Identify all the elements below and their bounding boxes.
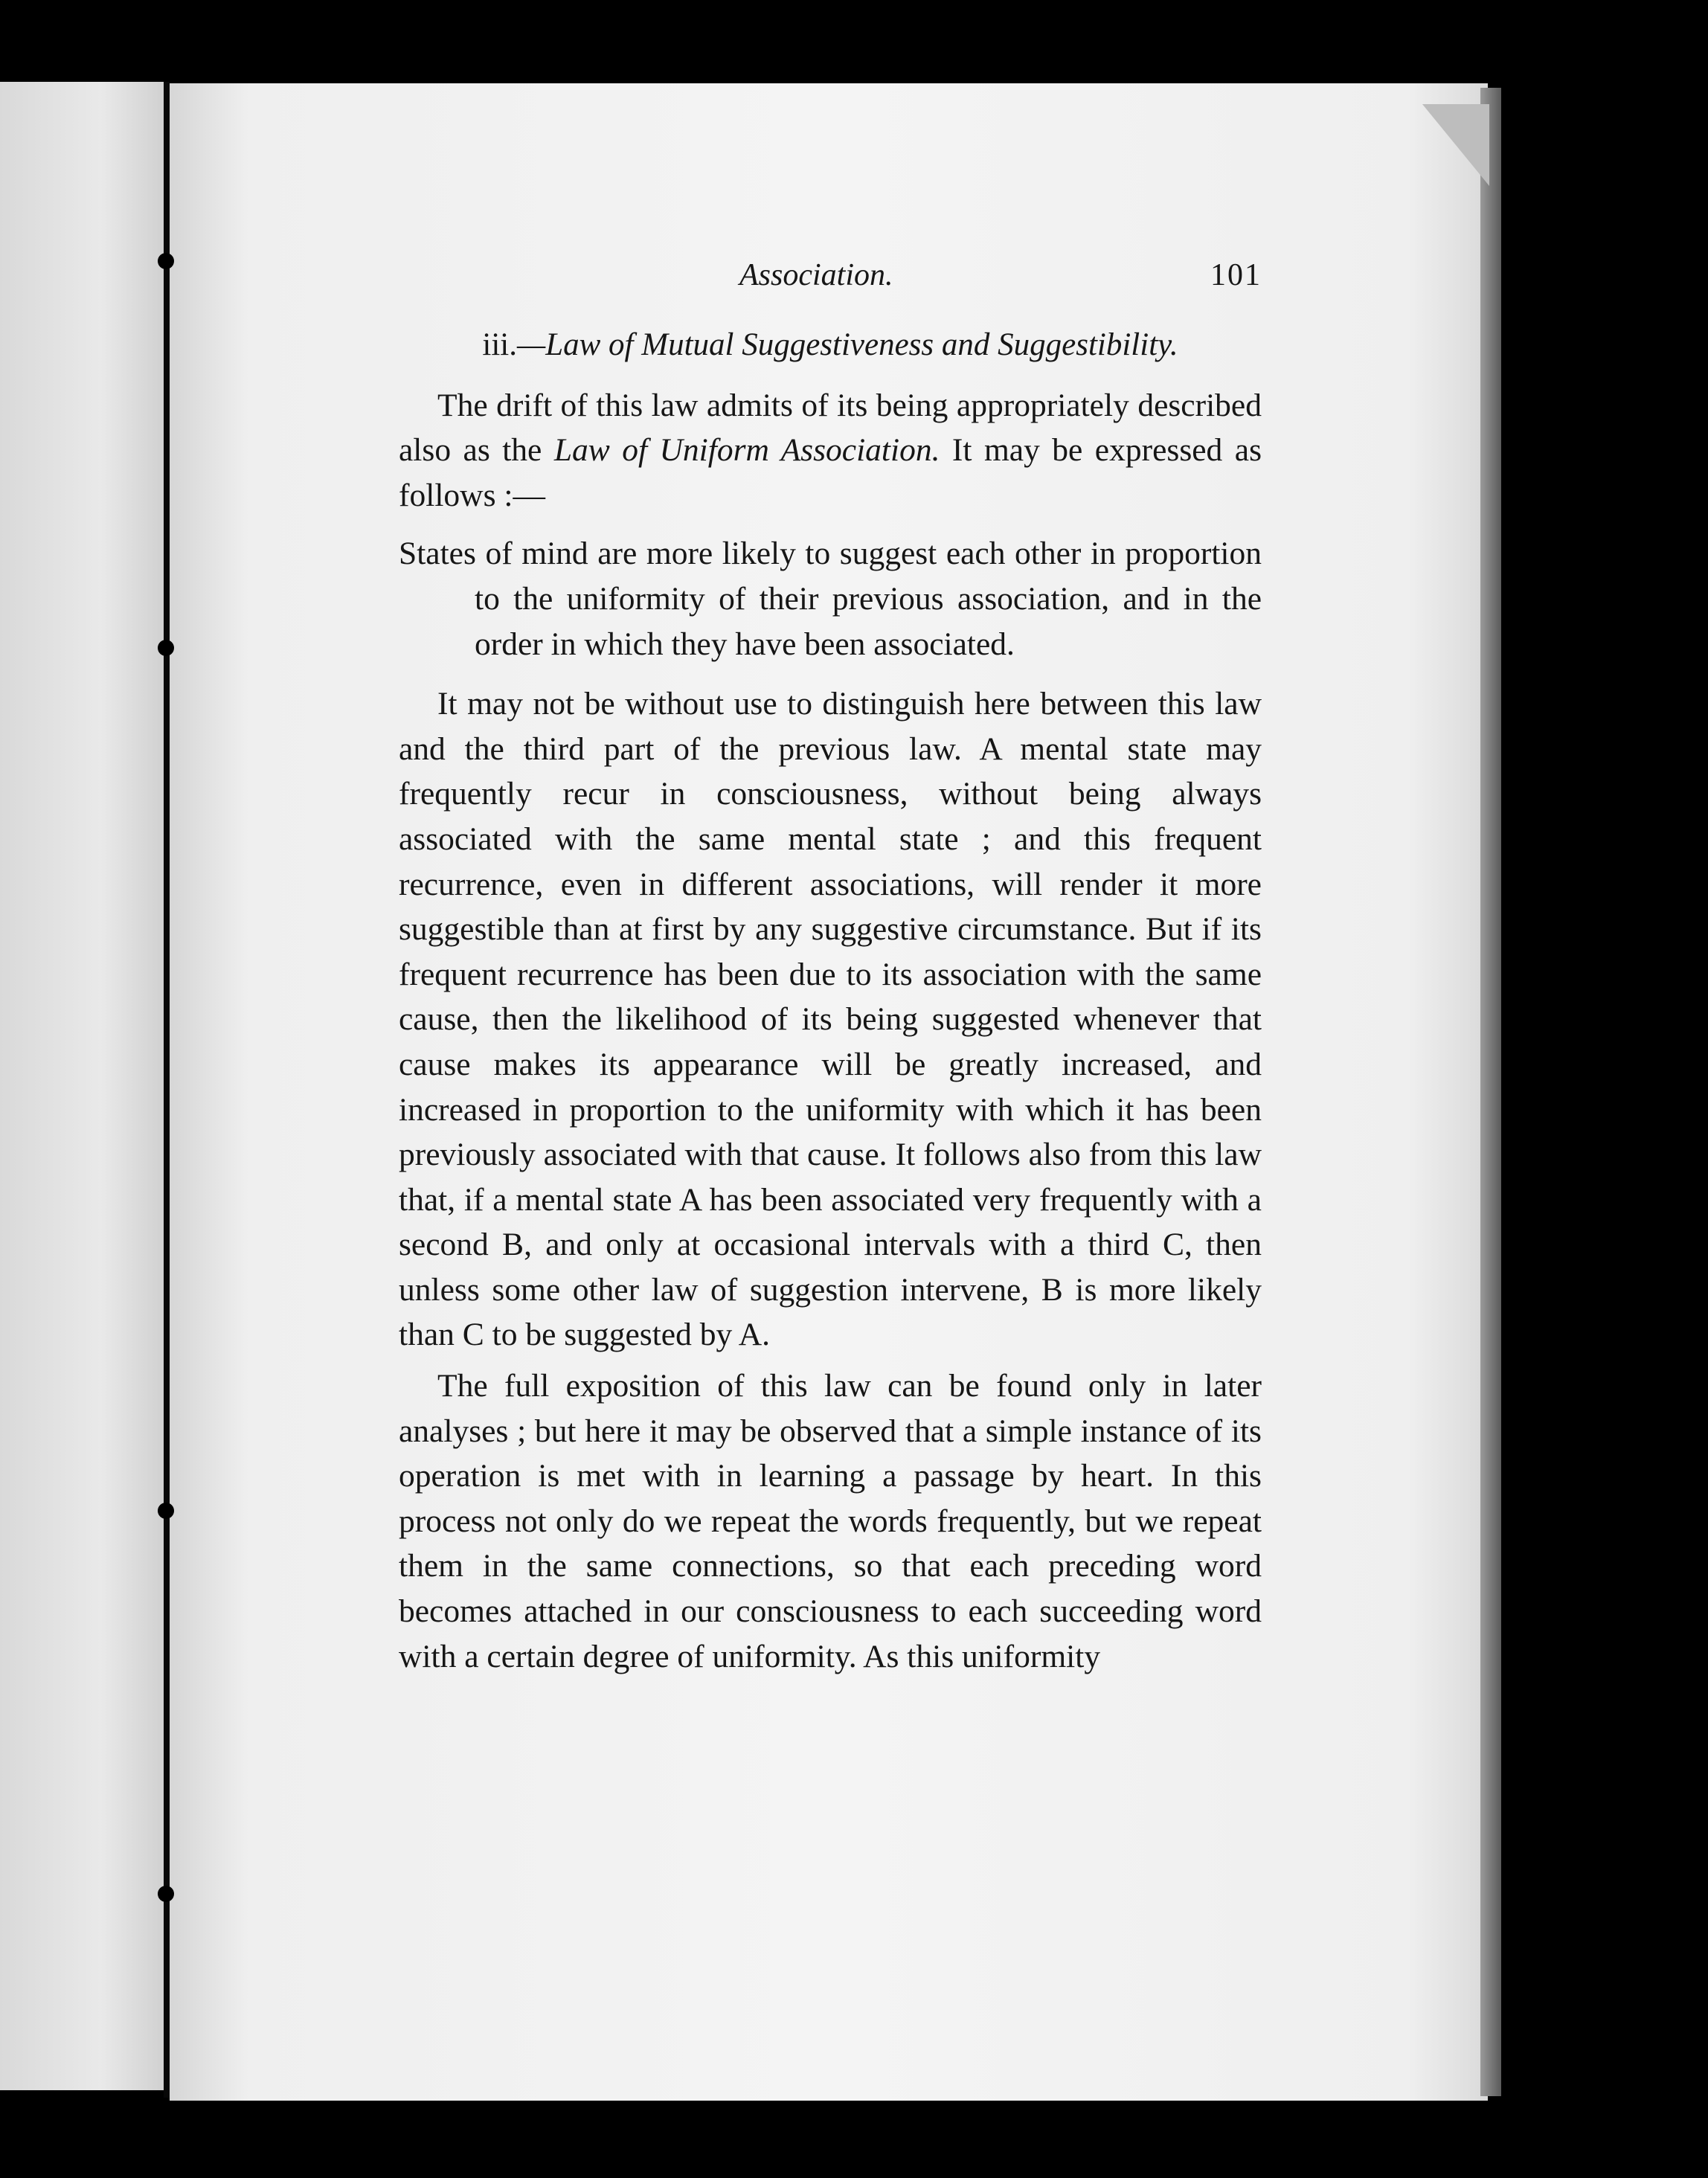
binding-gutter xyxy=(164,82,170,2098)
binding-stitch xyxy=(158,1503,174,1519)
page-text xyxy=(399,253,1262,1679)
intro-text-before: The drift of this law admits of its being appropriately described also as the xyxy=(399,387,1262,469)
intro-paragraph xyxy=(399,383,1262,518)
binding-stitch xyxy=(158,253,174,269)
left-page-edge xyxy=(0,82,168,2090)
body-paragraph: The full exposition of this law can be found only in later analyses ; but here it may be observed that a simple instance of its operation is met with in learning a passage by heart. In this process not only do we repeat the words frequently, but we repeat them in the same connections, so that each preceding word becomes attached in our consciousness to each succeeding word with a certain degree of uniformity. As this uniformity xyxy=(399,1368,1262,1674)
section-numeral: iii. xyxy=(482,327,517,362)
body-paragraph: It may not be without use to distinguish here between this law and the third part of the previous law. A mental state may frequently recur in consciousness, without being always associated with the same mental state ; and this frequent recurrence, even in different associations, will render it more suggestible than at first by any suggestive circumstance. But if its frequent recurrence has been due to its association with the same cause, then the likelihood of its being suggested whenever that cause makes its appearance will be greatly increased, and increased in proportion to the uniformity with which it has been previously associated with that cause. It follows also from this law that, if a mental state A has been associated very frequently with a second B, and only at occasional intervals with a third C, then unless some other law of suggestion intervene, B is more likely than C to be suggested by A. xyxy=(399,686,1262,1353)
page-header xyxy=(399,253,1262,305)
binding-stitch xyxy=(158,640,174,656)
intro-text-after: It may be expressed as follows :— xyxy=(399,432,1262,513)
page-stack-edge xyxy=(1480,88,1501,2096)
section-heading xyxy=(399,323,1262,368)
folded-page-corner xyxy=(1422,104,1489,186)
intro-italic-term: Law of Uniform Association. xyxy=(553,432,940,469)
running-head: Association. xyxy=(739,258,893,292)
binding-stitch xyxy=(158,1886,174,1902)
section-title: —Law of Mutual Suggestiveness and Suggestibility. xyxy=(516,327,1178,362)
page-number: 101 xyxy=(1210,258,1262,292)
law-statement: States of mind are more likely to suggest each other in proportion to the uniformity of their previous association, and in the order in which they have been associated. xyxy=(399,536,1262,662)
